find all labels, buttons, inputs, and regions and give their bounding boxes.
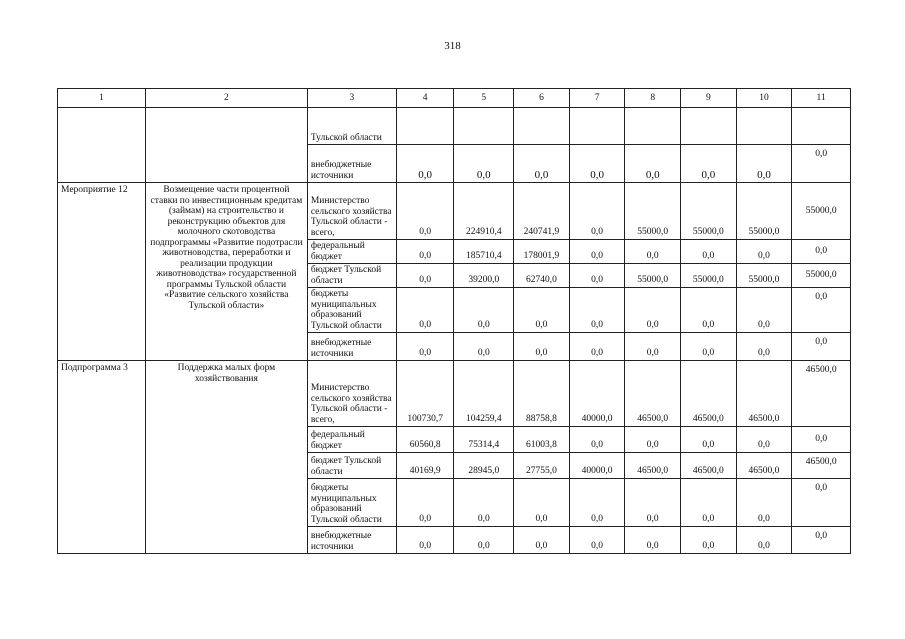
value-cell: 0,0 bbox=[396, 183, 454, 240]
value-cell: 62740,0 bbox=[514, 264, 570, 288]
value-cell: 55000,0 bbox=[625, 183, 681, 240]
column-header: 4 bbox=[396, 89, 454, 108]
funding-source-cell: бюджеты муниципальных образований Тульской области bbox=[307, 479, 396, 527]
column-header: 9 bbox=[681, 89, 737, 108]
table-header-row bbox=[58, 89, 851, 108]
value-cell: 0,0 bbox=[514, 145, 570, 183]
value-cell: 55000,0 bbox=[736, 183, 792, 240]
value-cell: 88758,8 bbox=[514, 361, 570, 427]
value-cell: 0,0 bbox=[454, 288, 514, 333]
value-cell: 0,0 bbox=[454, 333, 514, 361]
page-number: 318 bbox=[444, 40, 461, 52]
funding-source-cell: Министерство сельского хозяйства Тульской области - всего, bbox=[307, 183, 396, 240]
value-cell: 0,0 bbox=[625, 527, 681, 554]
value-cell: 0,0 bbox=[625, 427, 681, 453]
value-cell: 46500,0 bbox=[681, 453, 737, 479]
value-cell: 55000,0 bbox=[792, 264, 851, 288]
table-row bbox=[58, 108, 851, 145]
value-cell: 0,0 bbox=[625, 240, 681, 264]
value-cell: 75314,4 bbox=[454, 427, 514, 453]
value-cell bbox=[454, 108, 514, 145]
value-cell: 224910,4 bbox=[454, 183, 514, 240]
value-cell: 46500,0 bbox=[792, 361, 851, 427]
table-row bbox=[58, 361, 851, 427]
value-cell: 0,0 bbox=[792, 240, 851, 264]
value-cell: 100730,7 bbox=[396, 361, 454, 427]
value-cell: 240741,9 bbox=[514, 183, 570, 240]
value-cell: 0,0 bbox=[736, 240, 792, 264]
program-description-cell bbox=[145, 108, 307, 183]
value-cell: 28945,0 bbox=[454, 453, 514, 479]
value-cell: 0,0 bbox=[396, 240, 454, 264]
value-cell: 185710,4 bbox=[454, 240, 514, 264]
value-cell: 0,0 bbox=[514, 479, 570, 527]
value-cell: 0,0 bbox=[736, 145, 792, 183]
value-cell: 0,0 bbox=[569, 264, 625, 288]
value-cell: 0,0 bbox=[792, 288, 851, 333]
value-cell: 0,0 bbox=[792, 333, 851, 361]
value-cell: 0,0 bbox=[396, 527, 454, 554]
value-cell bbox=[569, 108, 625, 145]
value-cell: 0,0 bbox=[625, 288, 681, 333]
column-header: 3 bbox=[307, 89, 396, 108]
funding-source-cell: Тульской области bbox=[307, 108, 396, 145]
value-cell: 0,0 bbox=[514, 527, 570, 554]
program-description-cell: Поддержка малых форм хозяйствования bbox=[145, 361, 307, 554]
value-cell: 60560,8 bbox=[396, 427, 454, 453]
funding-source-cell: внебюджетные источники bbox=[307, 527, 396, 554]
value-cell bbox=[396, 108, 454, 145]
value-cell: 0,0 bbox=[396, 264, 454, 288]
value-cell: 0,0 bbox=[396, 145, 454, 183]
value-cell: 0,0 bbox=[569, 183, 625, 240]
value-cell: 0,0 bbox=[792, 527, 851, 554]
value-cell: 0,0 bbox=[792, 427, 851, 453]
program-name-cell: Мероприятие 12 bbox=[58, 183, 146, 361]
value-cell: 0,0 bbox=[569, 333, 625, 361]
value-cell: 0,0 bbox=[681, 333, 737, 361]
value-cell: 0,0 bbox=[681, 240, 737, 264]
value-cell bbox=[514, 108, 570, 145]
value-cell bbox=[625, 108, 681, 145]
value-cell: 0,0 bbox=[736, 527, 792, 554]
value-cell: 55000,0 bbox=[736, 264, 792, 288]
value-cell: 0,0 bbox=[736, 333, 792, 361]
column-header: 1 bbox=[58, 89, 146, 108]
funding-source-cell: бюджет Тульской области bbox=[307, 453, 396, 479]
value-cell: 0,0 bbox=[625, 333, 681, 361]
value-cell: 0,0 bbox=[569, 145, 625, 183]
program-name-cell: Подпрограмма 3 bbox=[58, 361, 146, 554]
value-cell: 0,0 bbox=[792, 479, 851, 527]
column-header: 6 bbox=[514, 89, 570, 108]
value-cell: 0,0 bbox=[736, 288, 792, 333]
value-cell: 178001,9 bbox=[514, 240, 570, 264]
value-cell: 0,0 bbox=[396, 288, 454, 333]
value-cell: 39200,0 bbox=[454, 264, 514, 288]
column-header: 5 bbox=[454, 89, 514, 108]
program-name-cell bbox=[58, 108, 146, 183]
value-cell bbox=[736, 108, 792, 145]
column-header: 7 bbox=[569, 89, 625, 108]
value-cell: 104259,4 bbox=[454, 361, 514, 427]
table-row bbox=[58, 183, 851, 240]
value-cell: 46500,0 bbox=[736, 361, 792, 427]
value-cell: 40169,9 bbox=[396, 453, 454, 479]
program-description-cell: Возмещение части процентной ставки по инвестиционным кредитам (займам) на строительство и реконструкцию объектов для молочного скотоводства подпрограммы «Развитие подотрасли животноводства, переработки и реализации продукции животноводства» государственной программы Тульской области «Развитие сельского хозяйства Тульской области» bbox=[145, 183, 307, 361]
value-cell: 40000,0 bbox=[569, 453, 625, 479]
column-header: 10 bbox=[736, 89, 792, 108]
value-cell: 55000,0 bbox=[625, 264, 681, 288]
column-header: 11 bbox=[792, 89, 851, 108]
funding-source-cell: внебюджетные источники bbox=[307, 145, 396, 183]
value-cell: 0,0 bbox=[396, 479, 454, 527]
value-cell: 46500,0 bbox=[736, 453, 792, 479]
value-cell: 0,0 bbox=[625, 479, 681, 527]
funding-source-cell: федеральный бюджет bbox=[307, 240, 396, 264]
value-cell: 0,0 bbox=[681, 479, 737, 527]
value-cell: 0,0 bbox=[454, 145, 514, 183]
value-cell: 46500,0 bbox=[681, 361, 737, 427]
value-cell: 46500,0 bbox=[625, 453, 681, 479]
value-cell: 0,0 bbox=[454, 527, 514, 554]
value-cell: 61003,8 bbox=[514, 427, 570, 453]
value-cell: 0,0 bbox=[681, 427, 737, 453]
value-cell: 0,0 bbox=[569, 427, 625, 453]
column-header: 8 bbox=[625, 89, 681, 108]
value-cell: 55000,0 bbox=[681, 183, 737, 240]
value-cell: 0,0 bbox=[736, 427, 792, 453]
value-cell: 0,0 bbox=[625, 145, 681, 183]
value-cell: 0,0 bbox=[736, 479, 792, 527]
budget-table bbox=[57, 88, 851, 554]
funding-source-cell: Министерство сельского хозяйства Тульской области - всего, bbox=[307, 361, 396, 427]
funding-source-cell: бюджет Тульской области bbox=[307, 264, 396, 288]
value-cell: 27755,0 bbox=[514, 453, 570, 479]
value-cell: 0,0 bbox=[454, 479, 514, 527]
value-cell: 0,0 bbox=[569, 240, 625, 264]
column-header: 2 bbox=[145, 89, 307, 108]
value-cell: 0,0 bbox=[569, 527, 625, 554]
funding-source-cell: бюджеты муниципальных образований Тульской области bbox=[307, 288, 396, 333]
value-cell: 0,0 bbox=[792, 145, 851, 183]
value-cell: 0,0 bbox=[514, 288, 570, 333]
funding-source-cell: федеральный бюджет bbox=[307, 427, 396, 453]
value-cell: 0,0 bbox=[396, 333, 454, 361]
value-cell: 55000,0 bbox=[681, 264, 737, 288]
value-cell bbox=[681, 108, 737, 145]
value-cell bbox=[792, 108, 851, 145]
value-cell: 0,0 bbox=[514, 333, 570, 361]
funding-source-cell: внебюджетные источники bbox=[307, 333, 396, 361]
value-cell: 0,0 bbox=[681, 145, 737, 183]
value-cell: 0,0 bbox=[681, 288, 737, 333]
value-cell: 40000,0 bbox=[569, 361, 625, 427]
value-cell: 46500,0 bbox=[625, 361, 681, 427]
value-cell: 55000,0 bbox=[792, 183, 851, 240]
value-cell: 0,0 bbox=[569, 288, 625, 333]
value-cell: 0,0 bbox=[681, 527, 737, 554]
value-cell: 46500,0 bbox=[792, 453, 851, 479]
value-cell: 0,0 bbox=[569, 479, 625, 527]
